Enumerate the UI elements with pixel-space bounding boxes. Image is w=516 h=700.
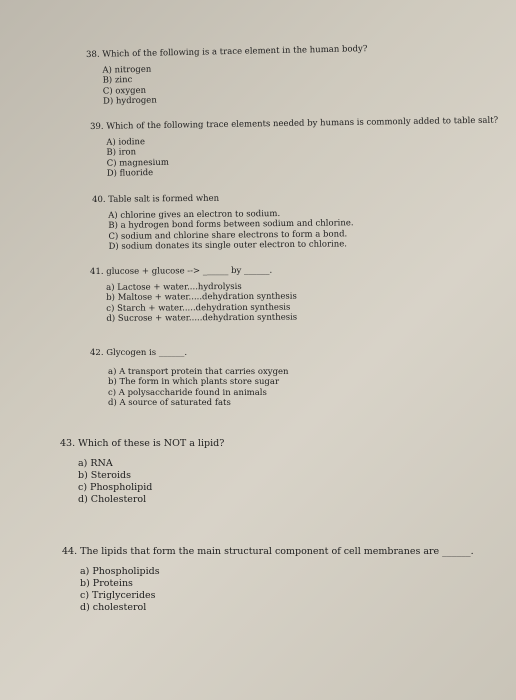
answer-option: A) chlorine gives an electron to sodium. bbox=[108, 209, 281, 222]
question-stem: 38. Which of the following is a trace element in the human body? bbox=[86, 44, 368, 60]
answer-option: d) cholesterol bbox=[80, 602, 147, 614]
answer-option: C) oxygen bbox=[102, 85, 147, 97]
question-40 bbox=[92, 192, 354, 252]
question-39 bbox=[90, 116, 499, 179]
answer-option: D) fluoride bbox=[106, 167, 154, 179]
question-stem: 43. Which of these is NOT a lipid? bbox=[60, 438, 225, 449]
answer-option: B) iron bbox=[106, 147, 137, 159]
answer-options bbox=[108, 208, 354, 251]
answer-option: c) A polysaccharide found in animals bbox=[108, 387, 267, 398]
answer-option: D) hydrogen bbox=[102, 95, 157, 107]
question-41 bbox=[90, 266, 297, 324]
answer-option: b) Maltose + water.....dehydration synthesis bbox=[106, 291, 297, 304]
question-stem: 39. Which of the following trace elements needed by humans is commonly added to table salt? bbox=[90, 115, 499, 132]
answer-option: d) A source of saturated fats bbox=[108, 397, 231, 408]
answer-option: c) Phospholipid bbox=[78, 482, 153, 494]
answer-options bbox=[80, 566, 474, 614]
answer-option: C) sodium and chlorine share electrons to form a bond. bbox=[108, 228, 348, 242]
question-44 bbox=[62, 546, 474, 614]
question-42 bbox=[90, 348, 289, 408]
answer-option: b) Steroids bbox=[78, 470, 132, 482]
question-stem: 40. Table salt is formed when bbox=[92, 193, 220, 205]
answer-options bbox=[78, 458, 224, 506]
answer-option: b) The form in which plants store sugar bbox=[108, 377, 280, 388]
answer-options bbox=[108, 367, 289, 408]
answer-options bbox=[106, 132, 499, 179]
question-stem: 42. Glycogen is ______. bbox=[90, 348, 188, 358]
answer-option: B) zinc bbox=[102, 75, 133, 87]
answer-option: c) Triglycerides bbox=[80, 590, 156, 602]
answer-option: C) magnesium bbox=[106, 157, 169, 169]
question-43 bbox=[60, 438, 224, 506]
question-stem: 44. The lipids that form the main structural component of cell membranes are ______. bbox=[62, 546, 474, 557]
answer-option: B) a hydrogen bond forms between sodium and chlorine. bbox=[108, 218, 354, 232]
answer-option: a) Phospholipids bbox=[80, 566, 160, 578]
question-38 bbox=[86, 44, 368, 107]
question-stem: 41. glucose + glucose --> ______ by ______. bbox=[90, 265, 273, 277]
answer-option: a) RNA bbox=[78, 458, 113, 470]
answer-option: b) Proteins bbox=[80, 578, 133, 590]
answer-option: d) Cholesterol bbox=[78, 494, 147, 506]
answer-option: A) nitrogen bbox=[102, 64, 152, 76]
answer-option: a) A transport protein that carries oxygen bbox=[108, 367, 289, 378]
answer-options bbox=[102, 60, 368, 106]
answer-option: a) Lactose + water....hydrolysis bbox=[106, 282, 242, 294]
answer-option: A) iodine bbox=[106, 137, 146, 148]
answer-option: d) Sucrose + water.....dehydration synthesis bbox=[106, 312, 298, 324]
answer-option: D) sodium donates its single outer electron to chlorine. bbox=[108, 239, 347, 252]
answer-option: c) Starch + water.....dehydration synthesis bbox=[106, 302, 291, 314]
answer-options bbox=[106, 282, 297, 324]
